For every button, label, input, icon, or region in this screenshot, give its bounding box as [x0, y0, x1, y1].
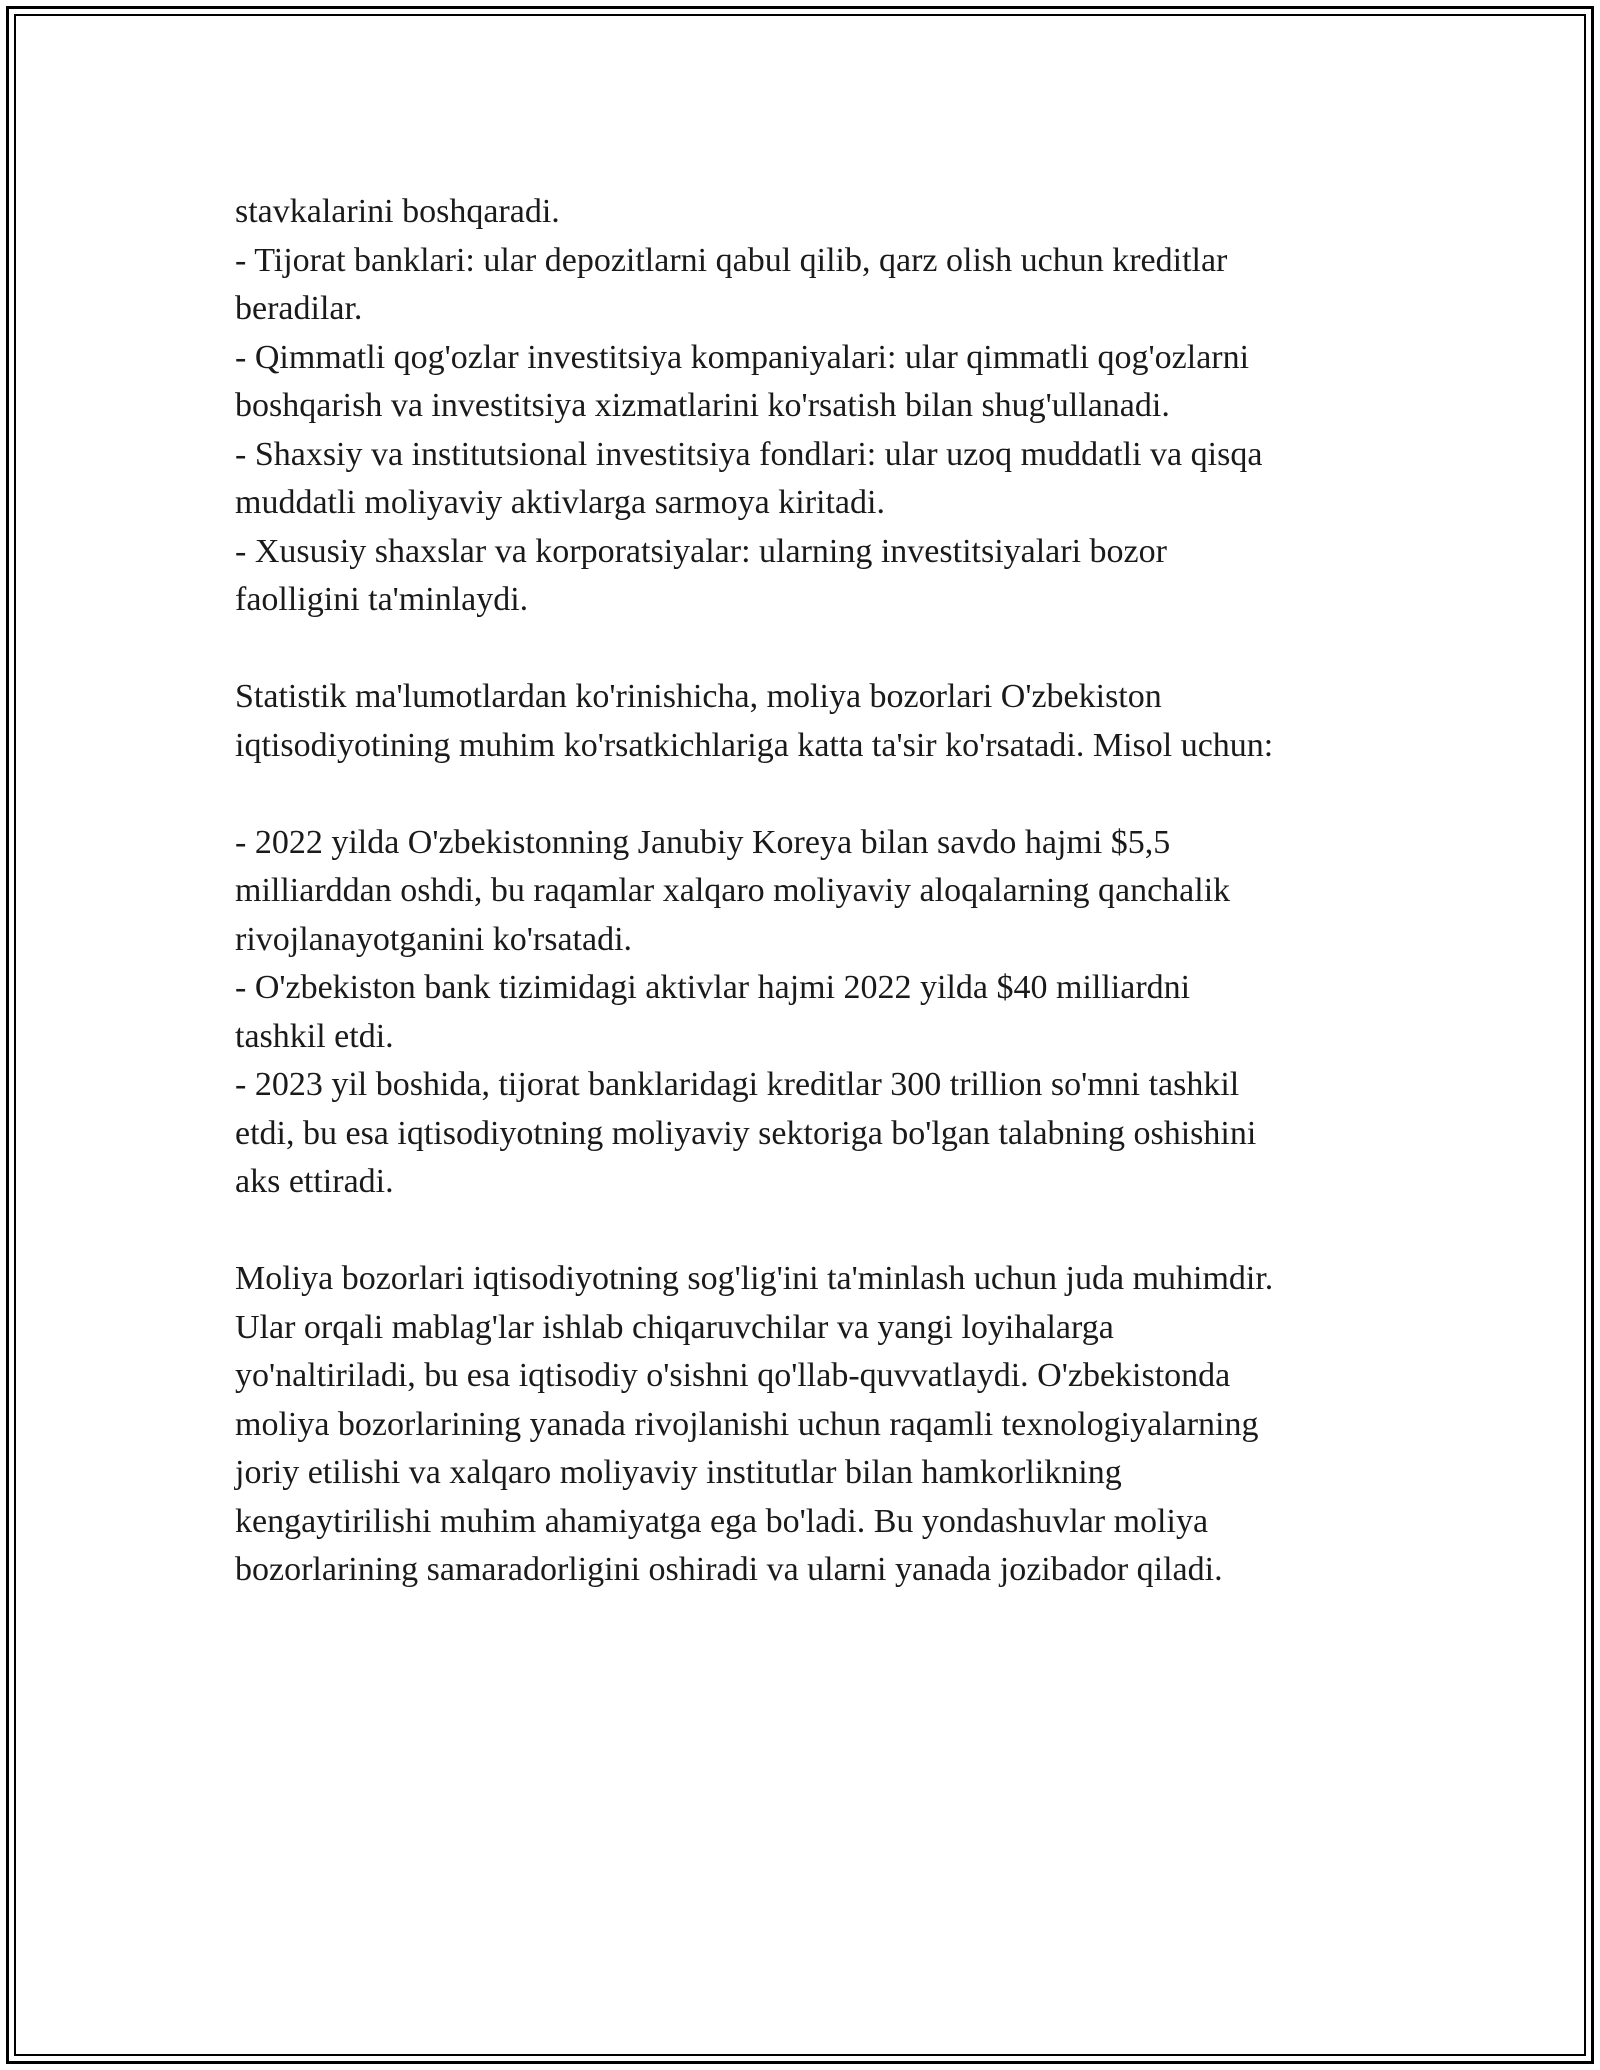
text-line: - O'zbekiston bank tizimidagi aktivlar hajmi 2022 yilda $40 milliardni	[235, 969, 1191, 1006]
text-line: - Xususiy shaxslar va korporatsiyalar: ularning investitsiyalari bozor	[235, 532, 1167, 570]
text-line: stavkalarini boshqaradi.	[235, 193, 560, 230]
text-line: Ular orqali mablag'lar ishlab chiqaruvchilar va yangi loyihalarga	[235, 1308, 1114, 1346]
text-line: aks ettiradi.	[235, 1163, 394, 1200]
text-line: boshqarish va investitsiya xizmatlarini ko'rsatish bilan shug'ullanadi.	[235, 387, 1170, 424]
paragraph-statistics-list	[235, 819, 1395, 1207]
text-line: - Qimmatli qog'ozlar investitsiya kompaniyalari: ular qimmatli qog'ozlarni	[235, 338, 1250, 376]
text-line: joriy etilishi va xalqaro moliyaviy institutlar bilan hamkorlikning	[235, 1454, 1122, 1491]
text-line: rivojlanayotganini ko'rsatadi.	[235, 920, 633, 958]
text-line: iqtisodiyotining muhim ko'rsatkichlariga katta ta'sir ko'rsatadi. Misol uchun:	[235, 726, 1274, 764]
text-line: beradilar.	[235, 290, 363, 327]
paragraph-gap	[235, 770, 1395, 819]
document-body	[235, 188, 1395, 1595]
text-line: milliarddan oshdi, bu raqamlar xalqaro moliyaviy aloqalarning qanchalik	[235, 872, 1231, 909]
text-line: faolligini ta'minlaydi.	[235, 581, 529, 618]
paragraph-gap	[235, 1207, 1395, 1256]
paragraph-conclusion	[235, 1255, 1395, 1595]
text-line: - 2022 yilda O'zbekistonning Janubiy Koreya bilan savdo hajmi $5,5	[235, 823, 1171, 861]
paragraph-gap	[235, 625, 1395, 674]
text-line: - Shaxsiy va institutsional investitsiya fondlari: ular uzoq muddatli va qisqa	[235, 435, 1263, 473]
text-line: tashkil etdi.	[235, 1017, 394, 1055]
text-line: muddatli moliyaviy aktivlarga sarmoya kiritadi.	[235, 484, 885, 521]
text-line: - 2023 yil boshida, tijorat banklaridagi kreditlar 300 trillion so'mni tashkil	[235, 1066, 1240, 1103]
text-line: Moliya bozorlari iqtisodiyotning sog'lig'ini ta'minlash uchun juda muhimdir.	[235, 1260, 1274, 1297]
paragraph-market-participants	[235, 188, 1395, 625]
text-line: moliya bozorlarining yanada rivojlanishi uchun raqamli texnologiyalarning	[235, 1405, 1259, 1443]
text-line: kengaytirilishi muhim ahamiyatga ega bo'ladi. Bu yondashuvlar moliya	[235, 1502, 1209, 1540]
text-line: Statistik ma'lumotlardan ko'rinishicha, moliya bozorlari O'zbekiston	[235, 678, 1162, 715]
text-line: yo'naltiriladi, bu esa iqtisodiy o'sishni qo'llab-quvvatlaydi. O'zbekistonda	[235, 1357, 1231, 1394]
text-line: bozorlarining samaradorligini oshiradi va ularni yanada jozibador qiladi.	[235, 1551, 1223, 1588]
text-line: etdi, bu esa iqtisodiyotning moliyaviy sektoriga bo'lgan talabning oshishini	[235, 1114, 1257, 1152]
paragraph-statistics-intro	[235, 673, 1395, 770]
text-line: - Tijorat banklari: ular depozitlarni qabul qilib, qarz olish uchun kreditlar	[235, 241, 1228, 279]
